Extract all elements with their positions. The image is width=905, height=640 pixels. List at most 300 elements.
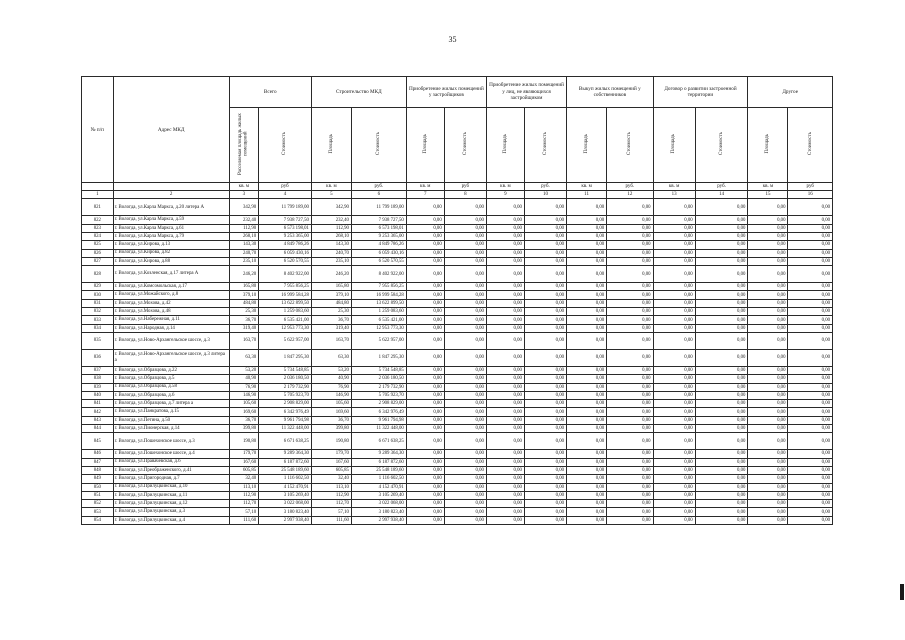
zero-value-cell: 0,00: [486, 458, 524, 466]
zero-value-cell: 0,00: [653, 233, 695, 241]
zero-value-cell: 0,00: [653, 416, 695, 424]
zero-value-cell: 0,00: [524, 241, 566, 249]
zero-value-cell: 0,00: [567, 308, 607, 316]
total-area: 268,10: [229, 233, 259, 241]
zero-value-cell: 0,00: [788, 316, 833, 324]
zero-value-cell: 0,00: [406, 349, 444, 366]
table-body: [82, 199, 833, 525]
column-number: 16: [788, 191, 833, 199]
total-area: 319,40: [229, 324, 259, 332]
table-row: [82, 466, 833, 474]
total-cost: 6 535 421,00: [259, 316, 312, 324]
total-cost: 4 152 470,91: [259, 483, 312, 491]
total-area: 36,70: [229, 416, 259, 424]
zero-value-cell: 0,00: [653, 508, 695, 516]
construction-cost: 6 520 570,55: [351, 257, 406, 265]
zero-value-cell: 0,00: [748, 199, 788, 216]
row-number: 848: [82, 466, 114, 474]
zero-value-cell: 0,00: [607, 283, 653, 291]
construction-area: 111,60: [311, 516, 351, 524]
zero-value-cell: 0,00: [567, 383, 607, 391]
construction-cost: 5 734 548,85: [351, 366, 406, 374]
construction-cost: 4 849 786,26: [351, 241, 406, 249]
table-row: [82, 450, 833, 458]
construction-area: 232,40: [311, 216, 351, 224]
zero-value-cell: 0,00: [653, 408, 695, 416]
zero-value-cell: 0,00: [406, 283, 444, 291]
total-cost: 7 955 856,25: [259, 283, 312, 291]
zero-value-cell: 0,00: [444, 266, 486, 283]
table-row: [82, 400, 833, 408]
zero-value-cell: 0,00: [695, 400, 748, 408]
unit-cell: кв. м: [406, 183, 444, 191]
header-sub-territory-area: Площадь: [653, 108, 695, 183]
total-area: 53,20: [229, 366, 259, 374]
zero-value-cell: 0,00: [524, 233, 566, 241]
zero-value-cell: 0,00: [524, 491, 566, 499]
row-number: 825: [82, 241, 114, 249]
header-sub-nondev-area: Площадь: [486, 108, 524, 183]
construction-cost: 2 036 180,50: [351, 375, 406, 383]
total-cost: 9 961 794,98: [259, 416, 312, 424]
zero-value-cell: 0,00: [607, 416, 653, 424]
unit-cell: руб: [444, 183, 486, 191]
zero-value-cell: 0,00: [748, 400, 788, 408]
zero-value-cell: 0,00: [653, 425, 695, 433]
unit-cell: кв. м: [567, 183, 607, 191]
row-number: 844: [82, 425, 114, 433]
zero-value-cell: 0,00: [653, 466, 695, 474]
construction-area: 105,60: [311, 400, 351, 408]
construction-cost: 1 116 602,50: [351, 475, 406, 483]
construction-cost: 6 671 638,25: [351, 433, 406, 450]
row-address: г. Вологда, ул.Образцова, д.22: [113, 366, 229, 374]
table-row: [82, 416, 833, 424]
row-address: г. Вологда, ул.Козленская, д.17 литера А: [113, 266, 229, 283]
construction-area: 25,30: [311, 308, 351, 316]
zero-value-cell: 0,00: [406, 332, 444, 349]
zero-value-cell: 0,00: [788, 500, 833, 508]
row-address: г. Вологда, ул.Кирова, д.82: [113, 249, 229, 257]
zero-value-cell: 0,00: [653, 266, 695, 283]
total-area: 379,10: [229, 291, 259, 299]
zero-value-cell: 0,00: [524, 516, 566, 524]
zero-value-cell: 0,00: [748, 308, 788, 316]
zero-value-cell: 0,00: [444, 257, 486, 265]
construction-area: 36,70: [311, 316, 351, 324]
zero-value-cell: 0,00: [444, 483, 486, 491]
zero-value-cell: 0,00: [695, 257, 748, 265]
zero-value-cell: 0,00: [444, 425, 486, 433]
zero-value-cell: 0,00: [653, 257, 695, 265]
zero-value-cell: 0,00: [444, 216, 486, 224]
zero-value-cell: 0,00: [653, 291, 695, 299]
zero-value-cell: 0,00: [788, 249, 833, 257]
zero-value-cell: 0,00: [607, 433, 653, 450]
total-area: 235,10: [229, 257, 259, 265]
zero-value-cell: 0,00: [486, 299, 524, 307]
zero-value-cell: 0,00: [788, 416, 833, 424]
zero-value-cell: 0,00: [524, 466, 566, 474]
zero-value-cell: 0,00: [524, 450, 566, 458]
table-row: [82, 283, 833, 291]
column-number: 11: [567, 191, 607, 199]
zero-value-cell: 0,00: [607, 450, 653, 458]
construction-cost: 7 955 856,25: [351, 283, 406, 291]
zero-value-cell: 0,00: [486, 391, 524, 399]
zero-value-cell: 0,00: [567, 508, 607, 516]
zero-value-cell: 0,00: [406, 400, 444, 408]
zero-value-cell: 0,00: [653, 199, 695, 216]
construction-cost: 11 799 189,00: [351, 199, 406, 216]
zero-value-cell: 0,00: [406, 475, 444, 483]
total-cost: 9 289 364,30: [259, 450, 312, 458]
zero-value-cell: 0,00: [695, 483, 748, 491]
zero-value-cell: 0,00: [406, 491, 444, 499]
zero-value-cell: 0,00: [695, 475, 748, 483]
row-number: 843: [82, 416, 114, 424]
zero-value-cell: 0,00: [567, 391, 607, 399]
zero-value-cell: 0,00: [444, 291, 486, 299]
zero-value-cell: 0,00: [653, 324, 695, 332]
zero-value-cell: 0,00: [748, 475, 788, 483]
row-address: г. Вологда, ул.Образцова, д.5: [113, 375, 229, 383]
total-cost: 11 799 189,00: [259, 199, 312, 216]
table-row: [82, 491, 833, 499]
zero-value-cell: 0,00: [607, 349, 653, 366]
row-address: г. Вологда, ул.Прилуцкинская, д.4: [113, 516, 229, 524]
zero-value-cell: 0,00: [444, 391, 486, 399]
zero-value-cell: 0,00: [748, 483, 788, 491]
zero-value-cell: 0,00: [695, 416, 748, 424]
zero-value-cell: 0,00: [567, 516, 607, 524]
zero-value-cell: 0,00: [486, 216, 524, 224]
zero-value-cell: 0,00: [486, 283, 524, 291]
zero-value-cell: 0,00: [788, 408, 833, 416]
zero-value-cell: 0,00: [444, 366, 486, 374]
header-group-total: Всего: [229, 77, 311, 108]
zero-value-cell: 0,00: [653, 224, 695, 232]
zero-value-cell: 0,00: [486, 508, 524, 516]
construction-area: 113,10: [311, 483, 351, 491]
zero-value-cell: 0,00: [695, 508, 748, 516]
row-number: 827: [82, 257, 114, 265]
total-area: 36,70: [229, 316, 259, 324]
total-area: 605,85: [229, 466, 259, 474]
zero-value-cell: 0,00: [486, 475, 524, 483]
zero-value-cell: 0,00: [567, 257, 607, 265]
zero-value-cell: 0,00: [486, 516, 524, 524]
zero-value-cell: 0,00: [695, 308, 748, 316]
zero-value-cell: 0,00: [524, 266, 566, 283]
total-area: 105,60: [229, 400, 259, 408]
zero-value-cell: 0,00: [444, 450, 486, 458]
zero-value-cell: 0,00: [607, 299, 653, 307]
construction-cost: 6 535 421,00: [351, 316, 406, 324]
total-cost: 1 259 083,60: [259, 308, 312, 316]
zero-value-cell: 0,00: [748, 249, 788, 257]
zero-value-cell: 0,00: [748, 500, 788, 508]
zero-value-cell: 0,00: [444, 283, 486, 291]
zero-value-cell: 0,00: [788, 241, 833, 249]
zero-value-cell: 0,00: [788, 199, 833, 216]
zero-value-cell: 0,00: [567, 400, 607, 408]
table-row: [82, 425, 833, 433]
column-number: 1: [82, 191, 114, 199]
row-number: 834: [82, 324, 114, 332]
header-sub-total-area: Расселяемая площадь жилых помещений: [229, 108, 259, 183]
total-area: 163,70: [229, 332, 259, 349]
zero-value-cell: 0,00: [788, 391, 833, 399]
zero-value-cell: 0,00: [607, 408, 653, 416]
zero-value-cell: 0,00: [524, 291, 566, 299]
zero-value-cell: 0,00: [653, 316, 695, 324]
zero-value-cell: 0,00: [788, 425, 833, 433]
total-cost: 8 402 922,00: [259, 266, 312, 283]
zero-value-cell: 0,00: [788, 216, 833, 224]
header-group-territory: Договор о развитии застроенной территории: [653, 77, 748, 108]
construction-area: 163,70: [311, 332, 351, 349]
zero-value-cell: 0,00: [406, 433, 444, 450]
zero-value-cell: 0,00: [406, 291, 444, 299]
zero-value-cell: 0,00: [406, 516, 444, 524]
zero-value-cell: 0,00: [748, 491, 788, 499]
column-number: 10: [524, 191, 566, 199]
zero-value-cell: 0,00: [486, 500, 524, 508]
construction-cost: 6 342 976,49: [351, 408, 406, 416]
zero-value-cell: 0,00: [444, 199, 486, 216]
total-cost: 6 520 570,55: [259, 257, 312, 265]
zero-value-cell: 0,00: [788, 475, 833, 483]
zero-value-cell: 0,00: [486, 233, 524, 241]
zero-value-cell: 0,00: [788, 266, 833, 283]
zero-value-cell: 0,00: [607, 383, 653, 391]
zero-value-cell: 0,00: [788, 375, 833, 383]
zero-value-cell: 0,00: [695, 283, 748, 291]
zero-value-cell: 0,00: [788, 324, 833, 332]
row-number: 852: [82, 500, 114, 508]
zero-value-cell: 0,00: [406, 483, 444, 491]
zero-value-cell: 0,00: [695, 516, 748, 524]
zero-value-cell: 0,00: [524, 383, 566, 391]
zero-value-cell: 0,00: [748, 257, 788, 265]
row-number: 842: [82, 408, 114, 416]
zero-value-cell: 0,00: [524, 500, 566, 508]
zero-value-cell: 0,00: [406, 308, 444, 316]
zero-value-cell: 0,00: [788, 450, 833, 458]
construction-area: 112,70: [311, 500, 351, 508]
total-cost: 3 022 068,00: [259, 500, 312, 508]
zero-value-cell: 0,00: [607, 500, 653, 508]
header-sub-build-cost: Стоимость: [351, 108, 406, 183]
total-cost: 5 705 923,70: [259, 391, 312, 399]
table-row: [82, 375, 833, 383]
zero-value-cell: 0,00: [653, 400, 695, 408]
table-row: [82, 299, 833, 307]
edge-mark: [900, 584, 904, 600]
column-number: 12: [607, 191, 653, 199]
row-number: 847: [82, 458, 114, 466]
zero-value-cell: 0,00: [567, 332, 607, 349]
zero-value-cell: 0,00: [695, 491, 748, 499]
table-row: [82, 291, 833, 299]
zero-value-cell: 0,00: [444, 308, 486, 316]
row-address: г. Вологда, ул.Прилуцкинская, д.11: [113, 491, 229, 499]
zero-value-cell: 0,00: [444, 233, 486, 241]
construction-area: 57,10: [311, 508, 351, 516]
zero-value-cell: 0,00: [444, 383, 486, 391]
construction-cost: 16 999 584,28: [351, 291, 406, 299]
zero-value-cell: 0,00: [406, 199, 444, 216]
row-number: 840: [82, 391, 114, 399]
unit-cell: руб.: [607, 183, 653, 191]
zero-value-cell: 0,00: [486, 224, 524, 232]
header-sub-territory-cost: Стоимость: [695, 108, 748, 183]
zero-value-cell: 0,00: [567, 483, 607, 491]
zero-value-cell: 0,00: [607, 375, 653, 383]
zero-value-cell: 0,00: [748, 408, 788, 416]
construction-area: 268,10: [311, 233, 351, 241]
column-number: 2: [113, 191, 229, 199]
construction-cost: 6 573 198,01: [351, 224, 406, 232]
zero-value-cell: 0,00: [653, 299, 695, 307]
row-address: г. Вологда, ул.Преображенского, д.41: [113, 466, 229, 474]
row-number: 839: [82, 383, 114, 391]
zero-value-cell: 0,00: [444, 458, 486, 466]
zero-value-cell: 0,00: [653, 308, 695, 316]
zero-value-cell: 0,00: [607, 475, 653, 483]
zero-value-cell: 0,00: [567, 283, 607, 291]
zero-value-cell: 0,00: [788, 332, 833, 349]
zero-value-cell: 0,00: [567, 316, 607, 324]
zero-value-cell: 0,00: [788, 466, 833, 474]
total-area: 111,60: [229, 516, 259, 524]
zero-value-cell: 0,00: [486, 383, 524, 391]
total-cost: 4 849 786,26: [259, 241, 312, 249]
zero-value-cell: 0,00: [653, 475, 695, 483]
zero-value-cell: 0,00: [695, 466, 748, 474]
zero-value-cell: 0,00: [524, 400, 566, 408]
zero-value-cell: 0,00: [486, 425, 524, 433]
zero-value-cell: 0,00: [524, 408, 566, 416]
row-address: г. Вологда, ул.Пошехонское шоссе, д.4: [113, 450, 229, 458]
zero-value-cell: 0,00: [788, 458, 833, 466]
zero-value-cell: 0,00: [695, 349, 748, 366]
row-number: 823: [82, 224, 114, 232]
unit-cell: руб.: [695, 183, 748, 191]
zero-value-cell: 0,00: [653, 241, 695, 249]
zero-value-cell: 0,00: [524, 433, 566, 450]
zero-value-cell: 0,00: [788, 383, 833, 391]
zero-value-cell: 0,00: [444, 299, 486, 307]
zero-value-cell: 0,00: [406, 416, 444, 424]
row-number: 853: [82, 508, 114, 516]
zero-value-cell: 0,00: [607, 266, 653, 283]
construction-area: 235,10: [311, 257, 351, 265]
row-number: 822: [82, 216, 114, 224]
zero-value-cell: 0,00: [607, 508, 653, 516]
construction-cost: 6 187 872,60: [351, 458, 406, 466]
zero-value-cell: 0,00: [486, 366, 524, 374]
header-sub-total-cost: Стоимость: [259, 108, 312, 183]
zero-value-cell: 0,00: [406, 425, 444, 433]
total-cost: 2 179 732,90: [259, 383, 312, 391]
zero-value-cell: 0,00: [567, 324, 607, 332]
total-area: 146,90: [229, 391, 259, 399]
zero-value-cell: 0,00: [567, 466, 607, 474]
zero-value-cell: 0,00: [788, 308, 833, 316]
row-number: 826: [82, 249, 114, 257]
table-row: [82, 216, 833, 224]
zero-value-cell: 0,00: [524, 199, 566, 216]
zero-value-cell: 0,00: [406, 241, 444, 249]
header-address: Адрес МКД: [113, 77, 229, 183]
construction-cost: 4 152 470,91: [351, 483, 406, 491]
header-sub-other-cost: Стоимость: [788, 108, 833, 183]
header-sub-build-area: Площадь: [311, 108, 351, 183]
construction-area: 169,60: [311, 408, 351, 416]
row-address: г. Вологда, ул.Комсомольская, д.17: [113, 283, 229, 291]
unit-cell: руб: [788, 183, 833, 191]
zero-value-cell: 0,00: [788, 257, 833, 265]
construction-area: 36,70: [311, 416, 351, 424]
zero-value-cell: 0,00: [695, 316, 748, 324]
zero-value-cell: 0,00: [406, 391, 444, 399]
row-address: г. Вологда, ул.Прилуцкинская, д.12: [113, 500, 229, 508]
zero-value-cell: 0,00: [444, 516, 486, 524]
zero-value-cell: 0,00: [444, 332, 486, 349]
zero-value-cell: 0,00: [607, 391, 653, 399]
zero-value-cell: 0,00: [607, 324, 653, 332]
row-address: г. Вологда, ул.Правачевская, д.6: [113, 458, 229, 466]
zero-value-cell: 0,00: [567, 425, 607, 433]
column-number: 6: [351, 191, 406, 199]
zero-value-cell: 0,00: [567, 233, 607, 241]
zero-value-cell: 0,00: [607, 458, 653, 466]
total-area: 32,40: [229, 475, 259, 483]
row-number: 821: [82, 199, 114, 216]
zero-value-cell: 0,00: [486, 266, 524, 283]
zero-value-cell: 0,00: [524, 249, 566, 257]
zero-value-cell: 0,00: [567, 199, 607, 216]
zero-value-cell: 0,00: [653, 332, 695, 349]
construction-cost: 1 847 295,30: [351, 349, 406, 366]
zero-value-cell: 0,00: [748, 291, 788, 299]
total-cost: 3 180 823,40: [259, 508, 312, 516]
construction-cost: 8 402 922,00: [351, 266, 406, 283]
zero-value-cell: 0,00: [748, 516, 788, 524]
total-area: 190,80: [229, 433, 259, 450]
construction-cost: 1 259 083,60: [351, 308, 406, 316]
zero-value-cell: 0,00: [653, 483, 695, 491]
zero-value-cell: 0,00: [748, 383, 788, 391]
row-address: г. Вологда, ул.Ново-Архангельское шоссе, д.3 литера а: [113, 349, 229, 366]
zero-value-cell: 0,00: [406, 458, 444, 466]
zero-value-cell: 0,00: [788, 224, 833, 232]
zero-value-cell: 0,00: [607, 400, 653, 408]
zero-value-cell: 0,00: [406, 508, 444, 516]
construction-area: 246,20: [311, 266, 351, 283]
row-address: г. Вологда, ул.Народная, д.14: [113, 324, 229, 332]
column-number: 3: [229, 191, 259, 199]
zero-value-cell: 0,00: [748, 458, 788, 466]
construction-area: 319,40: [311, 324, 351, 332]
zero-value-cell: 0,00: [524, 458, 566, 466]
zero-value-cell: 0,00: [607, 366, 653, 374]
total-cost: 6 342 976,49: [259, 408, 312, 416]
row-number: 854: [82, 516, 114, 524]
zero-value-cell: 0,00: [567, 375, 607, 383]
